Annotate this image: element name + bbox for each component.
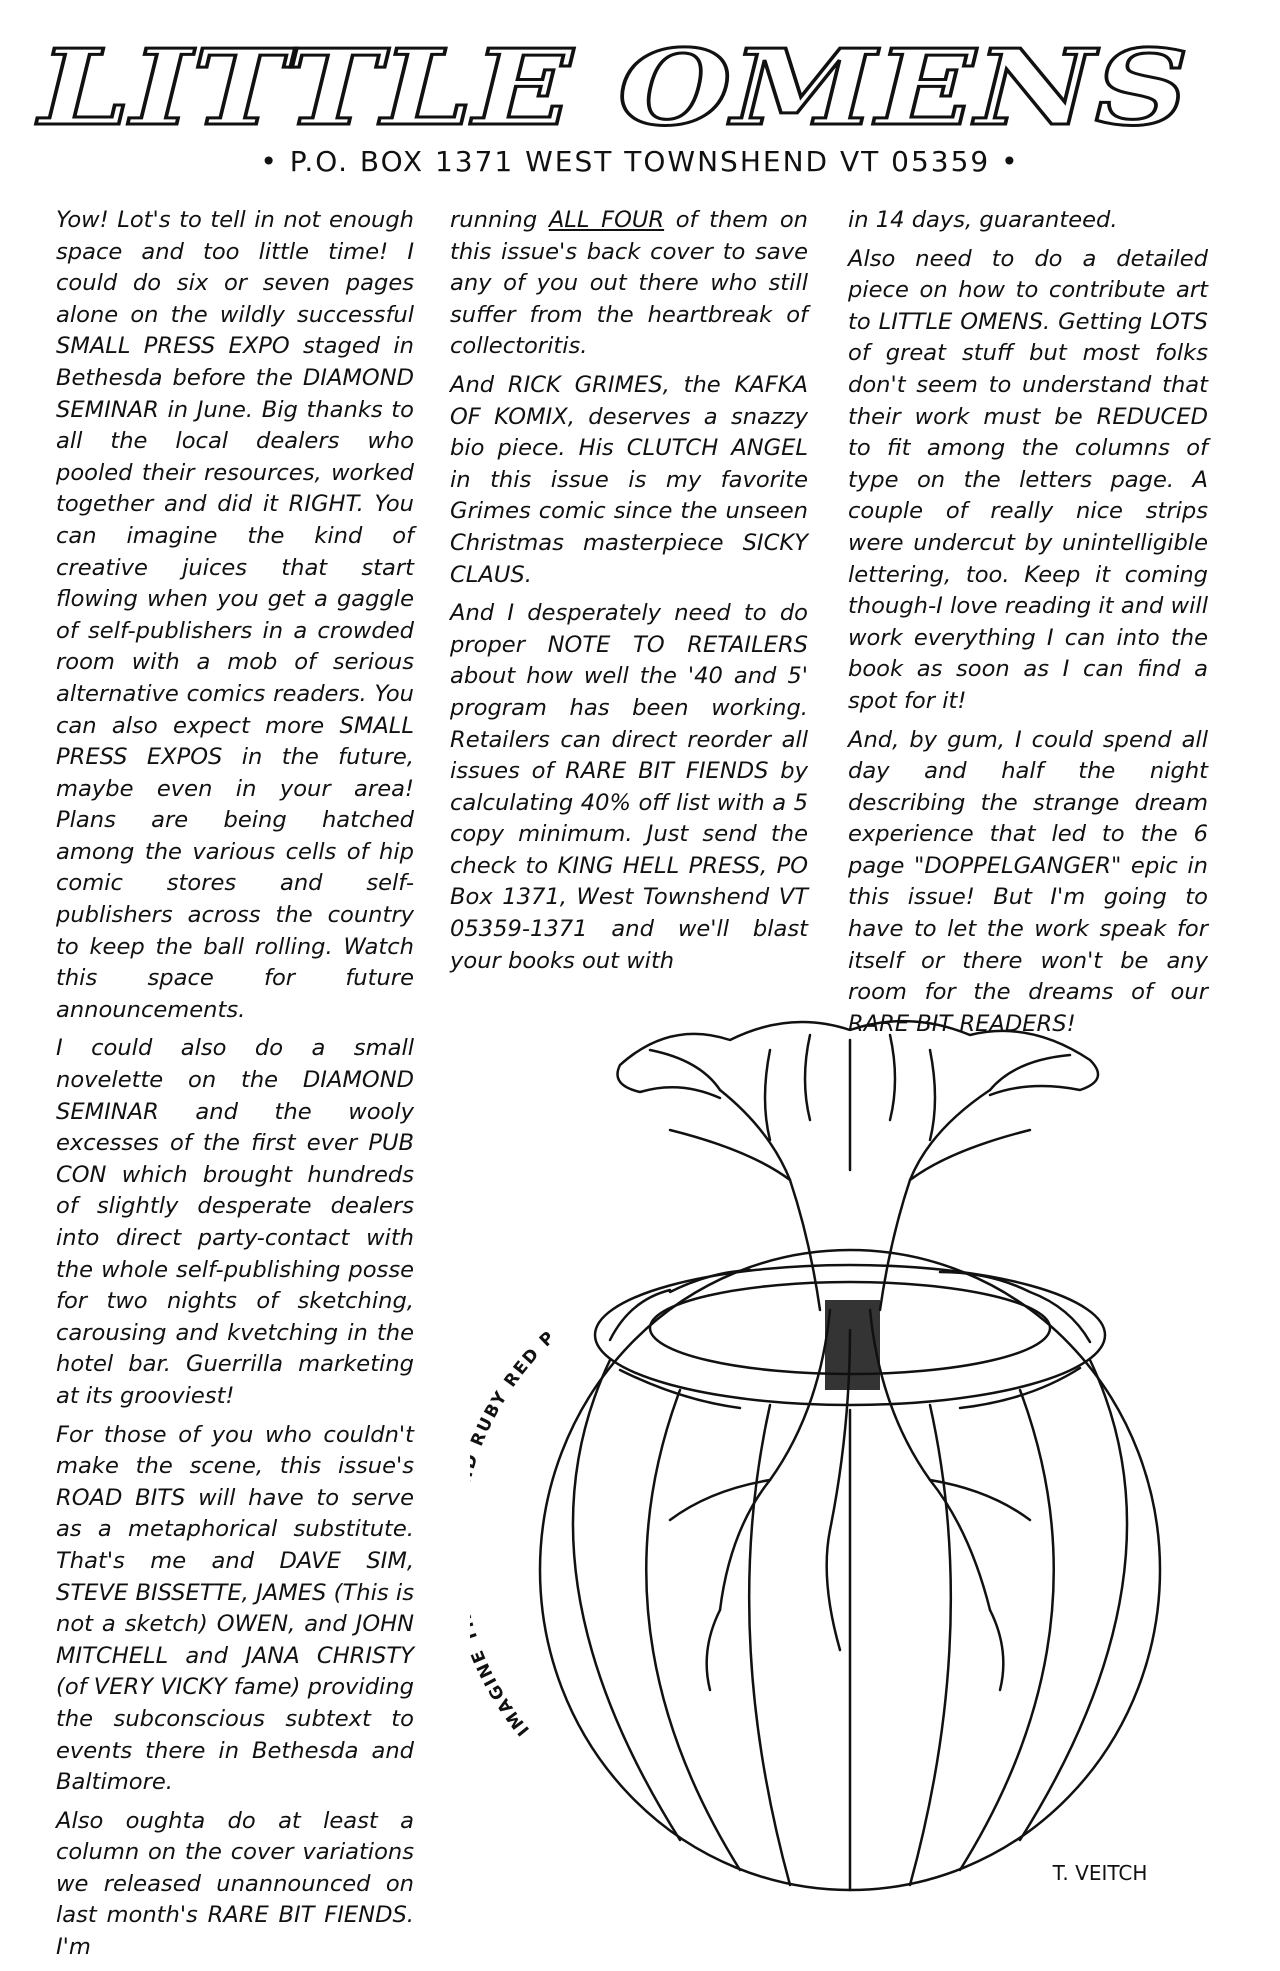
pumpkin-tree-drawing	[470, 1010, 1210, 1910]
column-right	[848, 205, 1208, 1047]
tree-trunk	[720, 1090, 820, 1310]
text-run: running	[450, 207, 549, 233]
masthead-logo	[28, 28, 1200, 148]
paragraph: Yow! Lot's to tell in not enough space and too little time! I could do six or seven pages alone on the wildly successful SMALL PRESS EXPO staged in Bethesda before the DIAMOND SEMINAR in June. Big thanks to all the local dealers who pooled their resources, worked together and did it RIGHT. You can imagine the kind of creative juices that start flowing when you get a gaggle of self-publishers in a crowded room with a mob of serious alternative comics readers. You can also expect more SMALL PRESS EXPOS in the future, maybe even in your area! Plans are being hatched among the various cells of hip comic stores and self-publishers across the country to keep the ball rolling. Watch this space for future announcements.	[56, 207, 414, 1023]
paragraph: I could also do a small novelette on the DIAMOND SEMINAR and the wooly excesses of the first ever PUB CON which brought hundreds of slightly desperate dealers into direct party-contact with the whole self-publishing posse for two nights of sketching, carousing and kvetching in the hotel bar. Guerrilla marketing at its grooviest!	[56, 1035, 414, 1409]
masthead	[28, 28, 1200, 148]
pumpkin-tree-illustration	[470, 1010, 1210, 1910]
paragraph: For those of you who couldn't make the scene, this issue's ROAD BITS will have to serve as a metaphorical substitute. That's me and DAVE SIM, STEVE BISSETTE, JAMES (This is not a sketch) OWEN, and JOHN MITCHELL and JANA CHRISTY (of VERY VICKY fame) providing the subconscious subtext to events there in Bethesda and Baltimore.	[56, 1421, 414, 1796]
paragraph: And, by gum, I could spend all day and half the night describing the strange dream experience that led to the 6 page "DOPPELGANGER" epic in this issue! But I'm going to have to let the work speak for itself or there won't be any room for the dreams of our RARE BIT READERS!	[848, 726, 1208, 1037]
illustration-caption: IMAGIN UBY RED P	[472, 1326, 561, 1740]
masthead-title: LITTLE OMENS	[35, 28, 1190, 148]
paragraph: And I desperately need to do proper NOTE TO RETAILERS about how well the '40 and 5' program has been working. Retailers can direct reorder all issues of RARE BIT FIENDS by calculating 40% off list with a 5 copy minimum. Just send the check to KING HELL PRESS, PO Box 1371, West Townshend VT 05359-1371 and we'll blast your books out with	[450, 600, 808, 974]
paragraph: Also oughta do at least a column on the cover variations we released unannounced on last month's RARE BIT FIENDS. I'm	[56, 1807, 414, 1961]
paragraph: in 14 days, guaranteed.	[848, 207, 1118, 233]
paragraph: Also need to do a detailed piece on how to contribute art to LITTLE OMENS. Getting LOTS of great stuff but most folks don't seem to understand that their work must be REDUCED to fit among the columns of type on the letters page. A couple of really nice strips were undercut by unintelligible lettering, too. Keep it coming though-I love reading it and will work everything I can into the book as soon as I can find a spot for it!	[848, 245, 1208, 714]
paragraph	[450, 205, 808, 363]
mailing-address: • P.O. BOX 1371 WEST TOWNSHEND VT 05359 •	[260, 145, 1020, 178]
underlined-text: ALL FOUR	[548, 207, 665, 233]
column-left	[56, 205, 414, 1971]
column-middle	[450, 205, 808, 984]
paragraph: And RICK GRIMES, the KAFKA OF KOMIX, deserves a snazzy bio piece. His CLUTCH ANGEL in this issue is my favorite Grimes comic since the unseen Christmas masterpiece SICKY CLAUS.	[450, 371, 808, 588]
artist-signature: T. VEITCH	[1052, 1861, 1148, 1885]
text-run: of them on this issue's back cover to save any of you out there who still suffer from the heartbreak of collectoritis.	[450, 207, 808, 360]
